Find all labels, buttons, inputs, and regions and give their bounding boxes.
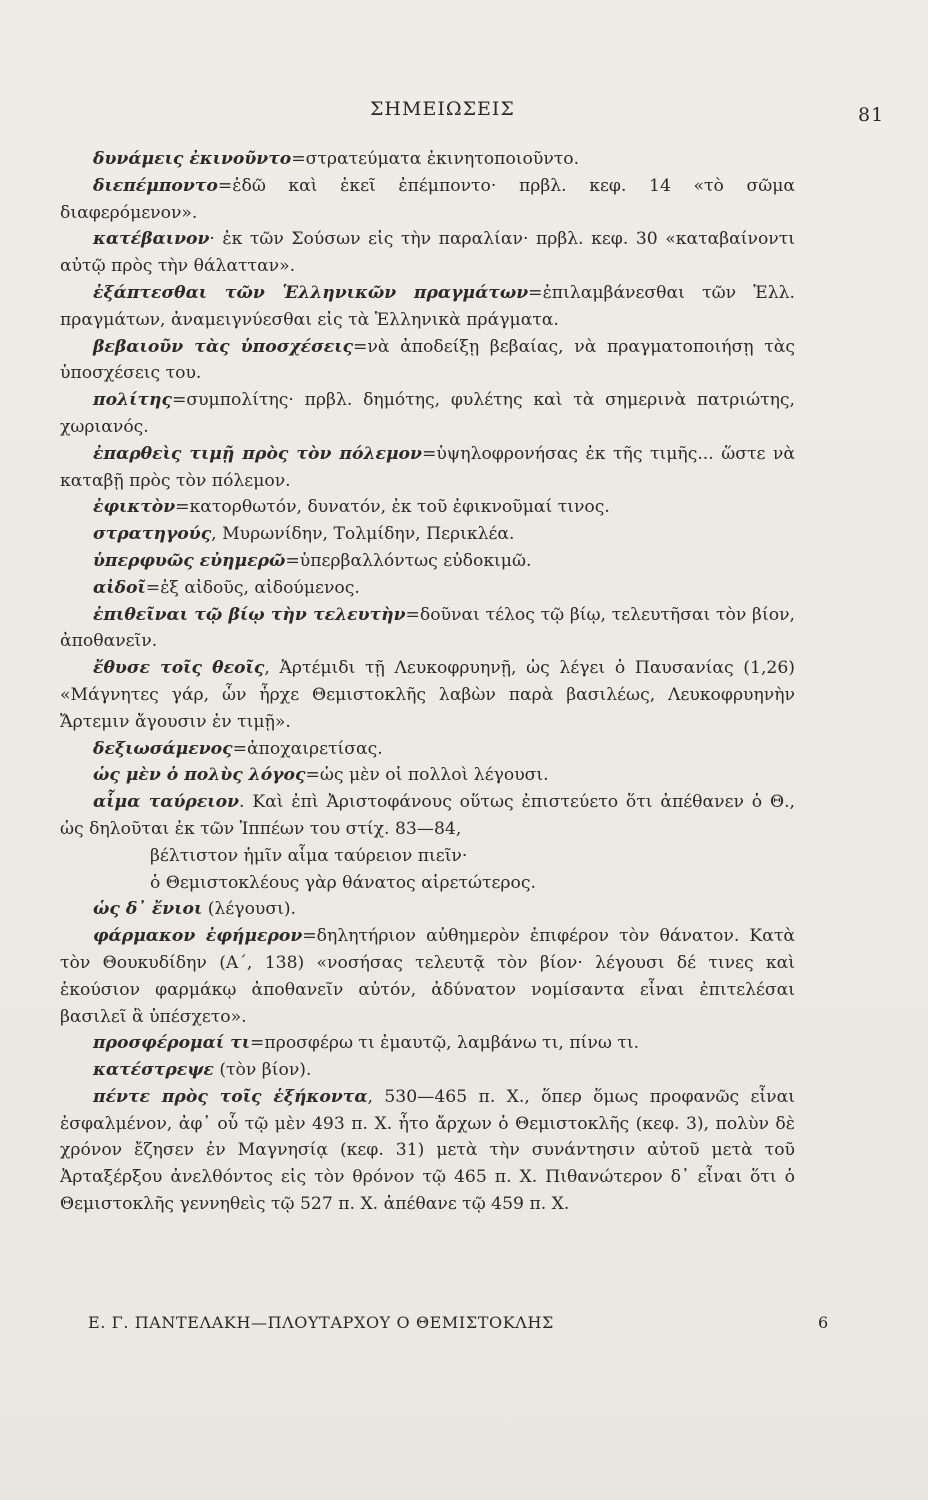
note-text: =συμπολίτης· πρβλ. δημότης, φυλέτης καὶ τὰ σημερινὰ πατριώτης, χωριανός.	[60, 390, 795, 437]
verse-line: ὁ Θεμιστοκλέους γὰρ θάνατος αἱρετώτερος.	[150, 872, 536, 893]
verse-line: βέλτιστον ἡμῖν αἷμα ταύρειον πιεῖν·	[150, 845, 468, 866]
note-entry	[60, 494, 795, 521]
note-entry	[60, 762, 795, 789]
note-headword: φάρμακον ἐφήμερον	[93, 926, 303, 947]
note-entry	[60, 1084, 795, 1218]
note-text: , Ἀρτέμιδι τῇ Λευκοφρυηνῇ, ὡς λέγει ὁ Παυσανίας (1,26) «Μάγνητες γάρ, ὧν ἦρχε Θεμιστοκλῆς λαβὼν παρὰ βασιλέως, Λευκοφρυηνὴν Ἄρτεμιν ἄγουσιν ἐν τιμῇ».	[60, 658, 795, 732]
note-headword: προσφέρομαί τι	[93, 1033, 251, 1054]
note-headword: δεξιωσάμενος	[93, 738, 233, 759]
note-headword: δυνάμεις ἐκινοῦντο	[93, 149, 292, 169]
note-headword: κατέστρεψε	[93, 1060, 214, 1081]
note-headword: ὡς μὲν ὁ πολὺς λόγος	[93, 765, 306, 786]
note-entry	[60, 334, 795, 388]
note-headword: ἐπιθεῖναι τῷ βίῳ τὴν τελευτὴν	[93, 604, 406, 625]
note-text: (τὸν βίον).	[213, 1060, 312, 1081]
note-text: =ὑψηλοφρονήσας ἐκ τῆς τιμῆς... ὥστε νὰ καταβῇ πρὸς τὸν πόλεμον.	[60, 443, 795, 491]
page-number: 81	[858, 104, 885, 126]
note-entry	[60, 923, 795, 1030]
sheet-number: 6	[818, 1313, 829, 1332]
note-entry	[60, 280, 795, 334]
note-entry	[60, 789, 795, 843]
page-title: ΣΗΜΕΙΩΣΕΙΣ	[370, 98, 515, 120]
note-text: (λέγουσι).	[202, 899, 297, 920]
note-headword: αἰδοῖ	[93, 577, 146, 598]
note-text: =ἐξ αἰδοῦς, αἰδούμενος.	[145, 577, 360, 598]
note-text: =ὡς μὲν οἱ πολλοὶ λέγουσι.	[305, 765, 549, 786]
note-entry	[60, 602, 795, 656]
note-headword: πέντε πρὸς τοῖς ἑξήκοντα	[93, 1086, 368, 1107]
note-entry	[60, 441, 795, 495]
note-entry	[60, 146, 795, 173]
note-text: =κατορθωτόν, δυνατόν, ἐκ τοῦ ἐφικνοῦμαί τινος.	[175, 497, 610, 518]
note-headword: ἐφικτὸν	[93, 497, 176, 518]
signature-line: Ε. Γ. ΠΑΝΤΕΛΑΚΗ—ΠΛΟΥΤΑΡΧΟΥ Ο ΘΕΜΙΣΤΟΚΛΗΣ	[88, 1313, 554, 1332]
note-text: · ἐκ τῶν Σούσων εἰς τὴν παραλίαν· πρβλ. κεφ. 30 «καταβαίνοντι αὐτῷ πρὸς τὴν θάλατταν».	[60, 229, 795, 277]
note-entry	[60, 896, 795, 923]
note-text: =ἀποχαιρετίσας.	[232, 738, 383, 759]
note-headword: στρατηγούς	[93, 524, 212, 545]
note-entry	[60, 575, 795, 602]
note-headword: ὡς δ᾽ ἔνιοι	[93, 899, 203, 920]
note-text: =νὰ ἀποδείξῃ βεβαίας, νὰ πραγματοποιήσῃ τὰς ὑποσχέσεις του.	[60, 336, 795, 384]
note-entry	[60, 736, 795, 763]
note-entry	[60, 387, 795, 441]
note-text: =ὑπερβαλλόντως εὐδοκιμῶ.	[285, 550, 532, 571]
note-entry	[60, 548, 795, 575]
note-text: =δηλητήριον αὐθημερὸν ἐπιφέρον τὸν θάνατον. Κατὰ τὸν Θουκυδίδην (Α΄, 138) «νοσήσας τελευτᾷ τὸν βίον· λέγουσι δέ τινες καὶ ἑκούσιον φαρμάκῳ ἀποθανεῖν αὐτόν, ἀδύνατον νομίσαντα εἶναι ἐπιτελέσαι βασιλεῖ ἃ ὑπέσχετο».	[60, 926, 795, 1027]
note-headword: ἐξάπτεσθαι τῶν Ἑλληνικῶν πραγμάτων	[93, 282, 529, 303]
note-text: =ἐπιλαμβάνεσθαι τῶν Ἑλλ. πραγμάτων, ἀναμειγνύεσθαι εἰς τὰ Ἑλληνικὰ πράγματα.	[60, 282, 796, 330]
note-headword: πολίτης	[93, 390, 172, 411]
note-text: =δοῦναι τέλος τῷ βίῳ, τελευτῆσαι τὸν βίον, ἀποθανεῖν.	[60, 604, 795, 652]
note-headword: βεβαιοῦν τὰς ὑποσχέσεις	[93, 336, 354, 357]
note-text: =στρατεύματα ἐκινητοποιοῦντο.	[291, 149, 580, 169]
note-entry	[60, 226, 795, 280]
note-headword: ὑπερφυῶς εὐημερῶ	[93, 550, 286, 571]
note-headword: κατέβαινον	[93, 229, 210, 250]
note-entry	[60, 173, 795, 227]
note-headword: διεπέμποντο	[93, 175, 218, 196]
note-text: , Μυρωνίδην, Τολμίδην, Περικλέα.	[211, 524, 515, 545]
note-entry	[60, 521, 795, 548]
notes-body	[60, 146, 795, 1218]
note-text: =ἐδῶ καὶ ἐκεῖ ἐπέμποντο· πρβλ. κεφ. 14 «τὸ σῶμα διαφερόμενον».	[60, 175, 795, 223]
note-entry	[60, 1030, 795, 1057]
note-headword: αἷμα ταύρειον	[93, 792, 240, 813]
note-text: =προσφέρω τι ἐμαυτῷ, λαμβάνω τι, πίνω τι.	[250, 1033, 640, 1054]
note-entry	[60, 1057, 795, 1084]
note-text: . Καὶ ἐπὶ Ἀριστοφάνους οὕτως ἐπιστεύετο ὅτι ἀπέθανεν ὁ Θ., ὡς δηλοῦται ἐκ τῶν Ἱππέων του στίχ. 83—84,	[60, 792, 795, 839]
note-text: , 530—465 π. Χ., ὅπερ ὅμως προφανῶς εἶναι ἐσφαλμένον, ἀφ᾽ οὗ τῷ μὲν 493 π. Χ. ἦτο ἄρχων ὁ Θεμιστοκλῆς (κεφ. 3), πολὺν δὲ χρόνον ἔζησεν ἐν Μαγνησίᾳ (κεφ. 31) μετὰ τὴν συνάντησιν αὐτοῦ μετὰ τοῦ Ἀρταξέρξου ἀνελθόντος εἰς τὸν θρόνον τῷ 465 π. Χ. Πιθανώτερον δ᾽ εἶναι ὅτι ὁ Θεμιστοκλῆς γεννηθεὶς τῷ 527 π. Χ. ἀπέθανε τῷ 459 π. Χ.	[60, 1086, 795, 1215]
note-headword: ἔθυσε τοῖς θεοῖς	[93, 658, 265, 679]
note-entry	[60, 655, 795, 735]
note-headword: ἐπαρθεὶς τιμῇ πρὸς τὸν πόλεμον	[93, 443, 422, 464]
